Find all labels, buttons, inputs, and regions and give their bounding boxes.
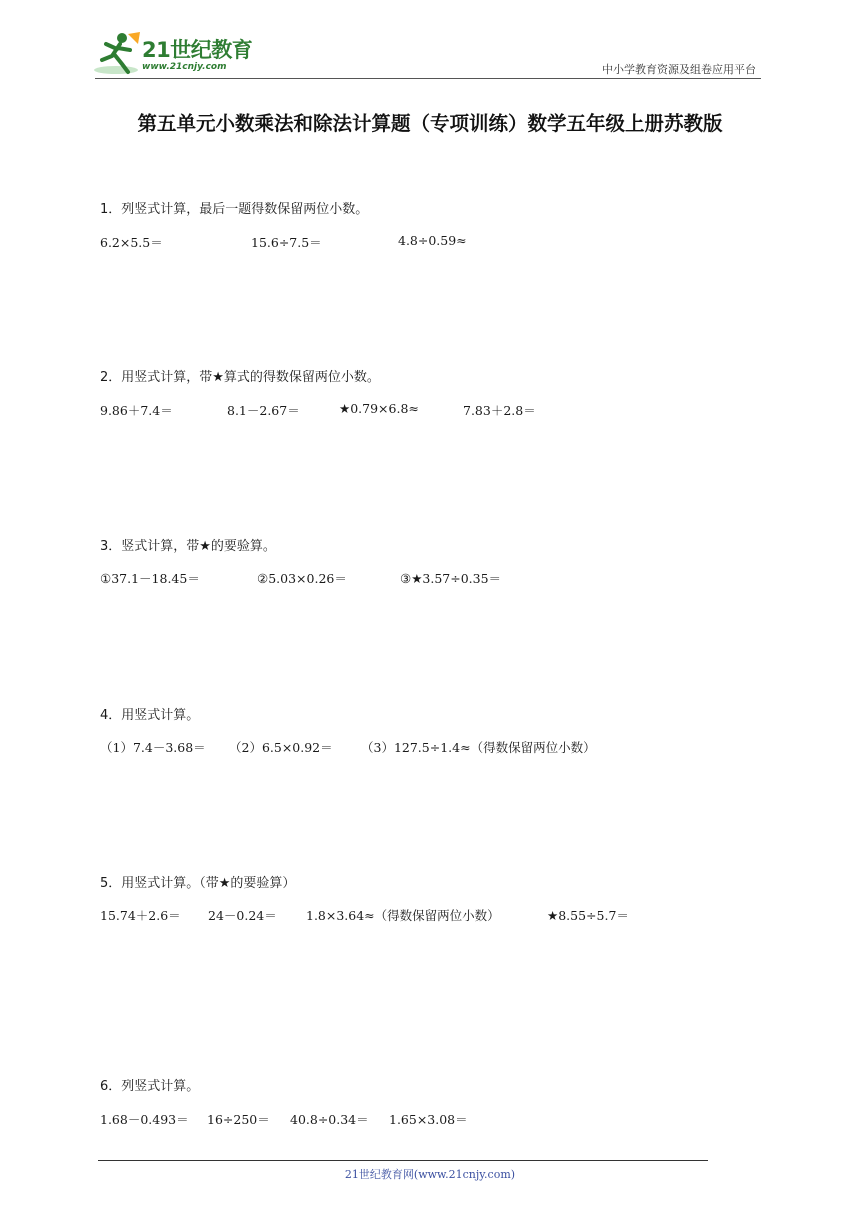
question-6-heading: 6．列竖式计算。 [100, 1079, 200, 1094]
question-1-item: 15.6÷7.5＝ [251, 235, 322, 250]
page-title: 第五单元小数乘法和除法计算题（专项训练）数学五年级上册苏教版 [137, 112, 723, 135]
question-2-item: ★0.79×6.8≈ [339, 401, 419, 416]
footer-divider [98, 1160, 708, 1161]
question-4-item: （3）127.5÷1.4≈（得数保留两位小数） [361, 740, 596, 755]
question-1-item: 4.8÷0.59≈ [398, 233, 467, 248]
question-4-heading: 4．用竖式计算。 [100, 708, 200, 723]
question-2-item: 9.86＋7.4＝ [100, 403, 173, 418]
logo-url: www.21cnjy.com [142, 62, 227, 72]
header-divider [95, 78, 761, 79]
question-6-item: 40.8÷0.34＝ [290, 1112, 369, 1127]
question-5-item: ★8.55÷5.7＝ [547, 908, 629, 923]
question-6-item: 16÷250＝ [207, 1112, 270, 1127]
question-3-item: ③★3.57÷0.35＝ [400, 571, 502, 586]
question-3-heading: 3．竖式计算，带★的要验算。 [100, 539, 276, 554]
logo-wordmark: 21世纪教育 [142, 38, 253, 62]
question-4-item: （2）6.5×0.92＝ [229, 740, 333, 755]
question-1-heading: 1．列竖式计算，最后一题得数保留两位小数。 [100, 202, 369, 217]
question-6-item: 1.68－0.493＝ [100, 1112, 189, 1127]
question-5-item: 15.74＋2.6＝ [100, 908, 181, 923]
question-5-heading: 5．用竖式计算。（带★的要验算） [100, 876, 296, 891]
platform-name: 中小学教育资源及组卷应用平台 [602, 63, 756, 76]
question-1-item: 6.2×5.5＝ [100, 235, 163, 250]
page-header [0, 0, 860, 80]
question-3-item: ①37.1－18.45＝ [100, 571, 200, 586]
footer-link[interactable]: 21世纪教育网(www.21cnjy.com) [344, 1168, 516, 1181]
question-2-item: 7.83＋2.8＝ [463, 403, 536, 418]
question-5-item: 1.8×3.64≈（得数保留两位小数） [306, 908, 500, 923]
question-6-item: 1.65×3.08＝ [389, 1112, 468, 1127]
question-3-item: ②5.03×0.26＝ [257, 571, 347, 586]
question-5-item: 24－0.24＝ [208, 908, 277, 923]
running-figure-icon [92, 30, 144, 76]
question-2-item: 8.1－2.67＝ [227, 403, 300, 418]
question-4-item: （1）7.4－3.68＝ [100, 740, 206, 755]
site-logo[interactable] [92, 30, 262, 78]
question-2-heading: 2．用竖式计算，带★算式的得数保留两位小数。 [100, 370, 380, 385]
